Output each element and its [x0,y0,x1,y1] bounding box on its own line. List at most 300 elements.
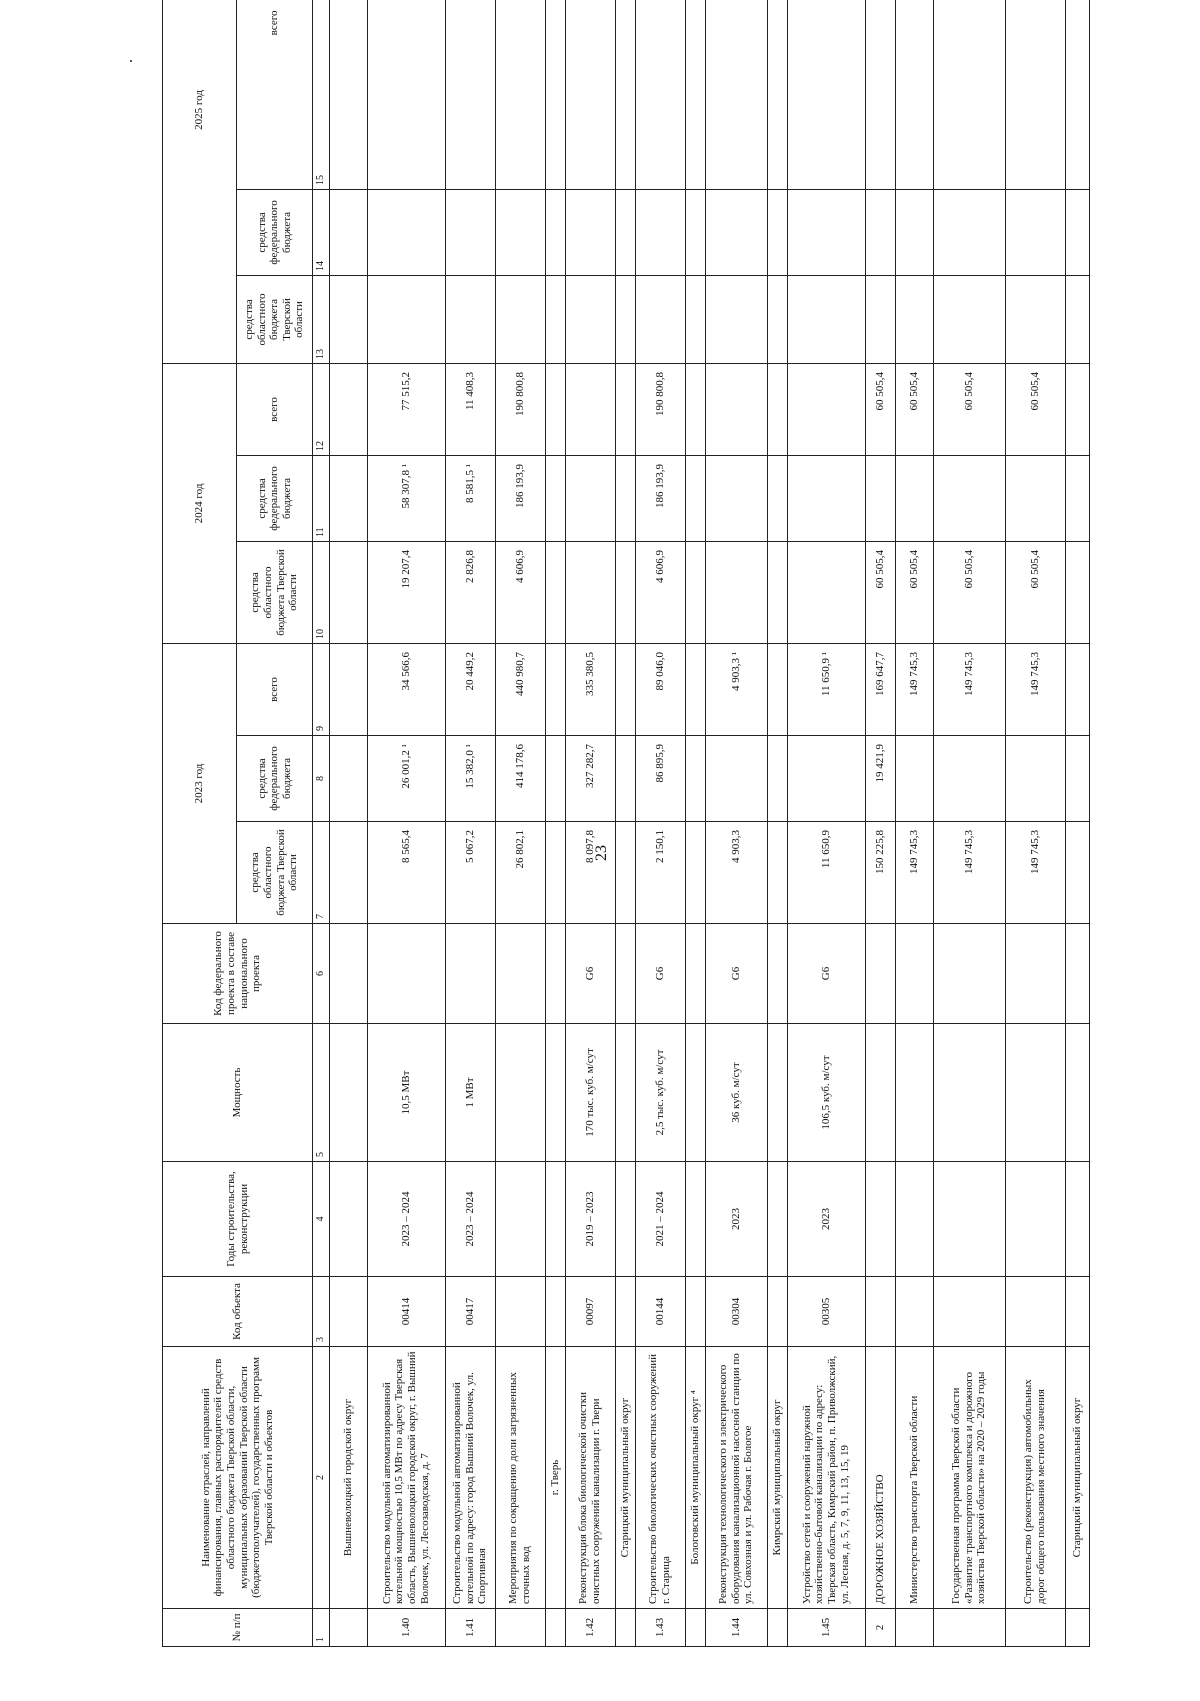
header-year-2025: 2025 год [163,0,237,363]
value-2025-regional [865,275,895,363]
row-fed-code [495,924,545,1024]
table-row [1005,0,1065,1647]
empty-cell [545,1024,565,1162]
empty-cell [767,736,787,822]
value-2024-total: 60 505,4 [933,363,1005,455]
row-name: Государственная программа Тверской области «Развитие транспортного комплекса и дорожного хозяйства Тверской области» на 2020 – 2029 годы [933,1347,1005,1609]
row-num: 1.41 [445,1609,495,1647]
table-row [445,0,495,1647]
value-2025-total [445,0,495,189]
empty-cell [329,189,367,275]
value-2025-regional [445,275,495,363]
empty-cell [1065,455,1089,541]
row-name: Реконструкция блока биологической очистки очистных сооружений канализации г. Твери [565,1347,615,1609]
header-capacity: Мощность [163,1024,313,1162]
empty-cell [685,189,705,275]
value-2025-total [1005,0,1065,189]
header-regional-2023: средства областного бюджета Тверской области [237,822,313,924]
row-fed-code: G6 [635,924,685,1024]
value-2023-total: 149 745,3 [895,643,933,735]
empty-cell [329,1162,367,1277]
col-number: 9 [313,643,330,735]
row-capacity: 36 куб. м/сут [705,1024,767,1162]
value-2023-regional: 26 802,1 [495,822,545,924]
empty-cell [615,0,635,189]
value-2024-total [705,363,767,455]
row-code: 00414 [367,1277,445,1347]
value-2023-regional: 150 225,8 [865,822,895,924]
value-2024-federal [1005,455,1065,541]
row-code: 00097 [565,1277,615,1347]
row-num [933,1609,1005,1647]
row-num-cell [1065,1609,1089,1647]
value-2025-federal [787,189,865,275]
value-2025-regional [1005,275,1065,363]
value-2024-total: 11 408,3 [445,363,495,455]
empty-cell [767,0,787,189]
value-2025-regional [895,275,933,363]
empty-cell [329,0,367,189]
section-title: г. Тверь [545,1347,565,1609]
financing-table [162,0,1090,1647]
empty-cell [615,1277,635,1347]
empty-cell [615,455,635,541]
value-2025-total [895,0,933,189]
row-name: Строительство модульной автоматизированной котельной по адресу: город Вышний Волочек, ул. Спортивная [445,1347,495,1609]
financing-table-rotated [162,10,1083,1647]
row-fed-code [895,924,933,1024]
empty-cell [545,455,565,541]
col-number: 3 [313,1277,330,1347]
value-2023-total: 34 566,6 [367,643,445,735]
value-2025-total [565,0,615,189]
empty-cell [615,275,635,363]
empty-cell [1065,924,1089,1024]
value-2024-total: 77 515,2 [367,363,445,455]
value-2024-total: 190 800,8 [635,363,685,455]
empty-cell [329,455,367,541]
row-num [1005,1609,1065,1647]
row-name: Устройство сетей и сооружений наружной хозяйственно-бытовой канализации по адресу: Тверская область, Кимрский район, п. Приволжский, ул. Лесная, д. 5, 7, 9, 11, 13, 15, 19 [787,1347,865,1609]
value-2024-regional: 4 606,9 [495,541,545,643]
row-years [1005,1162,1065,1277]
row-code [865,1277,895,1347]
row-capacity: 170 тыс. куб. м/сут [565,1024,615,1162]
col-number: 11 [313,455,330,541]
row-years: 2019 – 2023 [565,1162,615,1277]
empty-cell [685,1277,705,1347]
empty-cell [615,1024,635,1162]
row-capacity [865,1024,895,1162]
col-number: 7 [313,822,330,924]
value-2023-federal: 26 001,2 ¹ [367,736,445,822]
table-row [895,0,933,1647]
row-years [895,1162,933,1277]
value-2025-federal [705,189,767,275]
empty-cell [329,275,367,363]
empty-cell [767,822,787,924]
row-code [1005,1277,1065,1347]
value-2025-federal [895,189,933,275]
value-2023-federal: 414 178,6 [495,736,545,822]
row-name: Строительство биологических очистных сооружений г. Старица [635,1347,685,1609]
section-title: Бологовский муниципальный округ ⁴ [685,1347,705,1609]
header-total-2023: всего [237,643,313,735]
empty-cell [329,924,367,1024]
empty-cell [545,541,565,643]
header-years: Годы строительства, реконструкции [163,1162,313,1277]
empty-cell [545,736,565,822]
empty-cell [615,924,635,1024]
empty-cell [1065,1024,1089,1162]
row-fed-code [367,924,445,1024]
value-2024-total: 60 505,4 [1005,363,1065,455]
empty-cell [767,1162,787,1277]
value-2025-regional [565,275,615,363]
value-2023-total: 89 046,0 [635,643,685,735]
empty-cell [329,736,367,822]
row-num: 1.43 [635,1609,685,1647]
value-2025-federal [933,189,1005,275]
value-2025-total [787,0,865,189]
header-federal-2023: средства федерального бюджета [237,736,313,822]
row-code: 00304 [705,1277,767,1347]
row-fed-code: G6 [705,924,767,1024]
value-2025-total [865,0,895,189]
value-2024-federal: 58 307,8 ¹ [367,455,445,541]
table-body [329,0,1089,1647]
value-2024-federal: 186 193,9 [495,455,545,541]
table-row [635,0,685,1647]
value-2024-federal [565,455,615,541]
value-2024-total: 190 800,8 [495,363,545,455]
empty-cell [767,363,787,455]
empty-cell [545,0,565,189]
table-row [495,0,545,1647]
empty-cell [615,189,635,275]
header-total-2025: всего [237,0,313,189]
empty-cell [545,363,565,455]
value-2023-total: 149 745,3 [933,643,1005,735]
value-2023-regional: 2 150,1 [635,822,685,924]
empty-cell [1065,736,1089,822]
value-2025-total [635,0,685,189]
row-code: 00417 [445,1277,495,1347]
scan-dot [130,60,132,62]
empty-cell [545,1162,565,1277]
row-num-cell [545,1609,565,1647]
section-row [1065,0,1089,1647]
value-2024-federal [865,455,895,541]
header-name: Наименование отраслей, направлений финансирования, главных распорядителей средств областного бюджета Тверской области, муниципальных образований Тверской области (бюджетополучателей), государственных программ Тверской области и объектов [163,1347,313,1609]
row-num [895,1609,933,1647]
col-number: 15 [313,0,330,189]
table-row [565,0,615,1647]
empty-cell [615,822,635,924]
value-2024-regional: 60 505,4 [933,541,1005,643]
row-fed-code [865,924,895,1024]
col-number: 5 [313,1024,330,1162]
value-2025-regional [635,275,685,363]
value-2023-federal [787,736,865,822]
value-2024-regional: 4 606,9 [635,541,685,643]
empty-cell [685,643,705,735]
value-2023-regional: 149 745,3 [895,822,933,924]
header-total-2024: всего [237,363,313,455]
value-2023-federal: 327 282,7 [565,736,615,822]
value-2025-federal [635,189,685,275]
col-number: 10 [313,541,330,643]
value-2025-total [367,0,445,189]
value-2023-federal: 86 895,9 [635,736,685,822]
value-2023-federal [1005,736,1065,822]
row-num-cell [685,1609,705,1647]
empty-cell [1065,1162,1089,1277]
col-number: 6 [313,924,330,1024]
header-num: № п/п [163,1609,313,1647]
value-2023-federal [933,736,1005,822]
value-2023-total: 20 449,2 [445,643,495,735]
value-2024-federal [705,455,767,541]
row-name: ДОРОЖНОЕ ХОЗЯЙСТВО [865,1347,895,1609]
row-capacity [895,1024,933,1162]
row-capacity [933,1024,1005,1162]
section-row [545,0,565,1647]
column-numbers-row [313,0,330,1647]
value-2024-total [565,363,615,455]
empty-cell [615,643,635,735]
row-num-cell [767,1609,787,1647]
row-num: 1.42 [565,1609,615,1647]
row-capacity: 106,5 куб. м/сут [787,1024,865,1162]
table-row [705,0,767,1647]
header-year-2024: 2024 год [163,363,237,643]
row-name: Реконструкция технологического и электрического оборудования канализационной насосной станции по ул. Совхозная и ул. Рабочая г. Бологое [705,1347,767,1609]
col-number: 8 [313,736,330,822]
row-capacity: 2,5 тыс. куб. м/сут [635,1024,685,1162]
value-2023-regional: 8 097,8 [565,822,615,924]
value-2023-federal: 19 421,9 [865,736,895,822]
row-code: 00144 [635,1277,685,1347]
value-2024-federal: 186 193,9 [635,455,685,541]
value-2025-federal [865,189,895,275]
header-year-2023: 2023 год [163,643,237,923]
value-2023-federal: 15 382,0 ¹ [445,736,495,822]
empty-cell [615,541,635,643]
value-2023-total: 169 647,7 [865,643,895,735]
value-2024-regional [787,541,865,643]
empty-cell [1065,822,1089,924]
value-2024-regional: 60 505,4 [1005,541,1065,643]
value-2024-total: 60 505,4 [865,363,895,455]
value-2024-federal: 8 581,5 ¹ [445,455,495,541]
empty-cell [685,541,705,643]
value-2023-total: 149 745,3 [1005,643,1065,735]
row-num: 1.45 [787,1609,865,1647]
empty-cell [767,643,787,735]
value-2025-federal [1005,189,1065,275]
empty-cell [329,643,367,735]
value-2023-federal [705,736,767,822]
section-row [615,0,635,1647]
value-2024-federal [933,455,1005,541]
empty-cell [545,275,565,363]
page-number: 23 [593,845,610,861]
value-2024-regional: 19 207,4 [367,541,445,643]
value-2023-regional: 149 745,3 [933,822,1005,924]
empty-cell [615,363,635,455]
row-num-cell [329,1609,367,1647]
value-2024-regional: 60 505,4 [865,541,895,643]
empty-cell [1065,275,1089,363]
row-num-cell [615,1609,635,1647]
empty-cell [545,924,565,1024]
value-2024-regional: 60 505,4 [895,541,933,643]
empty-cell [685,822,705,924]
empty-cell [685,736,705,822]
empty-cell [1065,643,1089,735]
value-2023-regional: 8 565,4 [367,822,445,924]
value-2023-regional: 4 903,3 [705,822,767,924]
value-2023-regional: 11 650,9 [787,822,865,924]
value-2024-regional: 2 826,8 [445,541,495,643]
value-2025-total [495,0,545,189]
value-2024-total [787,363,865,455]
row-capacity [495,1024,545,1162]
row-fed-code [1005,924,1065,1024]
table-row [933,0,1005,1647]
value-2025-federal [565,189,615,275]
section-title: Кимрский муниципальный округ [767,1347,787,1609]
empty-cell [1065,363,1089,455]
row-name: Строительство (реконструкция) автомобильных дорог общего пользования местного значения [1005,1347,1065,1609]
table-row [865,0,895,1647]
col-number: 2 [313,1347,330,1609]
row-fed-code [933,924,1005,1024]
empty-cell [767,1277,787,1347]
value-2025-total [705,0,767,189]
header-federal-2024: средства федерального бюджета [237,455,313,541]
empty-cell [329,363,367,455]
value-2023-total: 335 380,5 [565,643,615,735]
value-2025-total [933,0,1005,189]
row-name: Мероприятия по сокращению доли загрязненных сточных вод [495,1347,545,1609]
empty-cell [685,363,705,455]
empty-cell [1065,189,1089,275]
empty-cell [685,1024,705,1162]
value-2025-federal [367,189,445,275]
value-2023-total: 4 903,3 ¹ [705,643,767,735]
empty-cell [685,455,705,541]
empty-cell [1065,1277,1089,1347]
value-2023-federal [895,736,933,822]
table-row [367,0,445,1647]
col-number: 4 [313,1162,330,1277]
empty-cell [545,189,565,275]
empty-cell [615,1162,635,1277]
value-2023-total: 11 650,9 ¹ [787,643,865,735]
empty-cell [767,924,787,1024]
row-num [495,1609,545,1647]
value-2025-regional [705,275,767,363]
section-title: Старицкий муниципальный округ [615,1347,635,1609]
empty-cell [545,1277,565,1347]
empty-cell [685,1162,705,1277]
value-2024-regional [565,541,615,643]
header-fedcode: Код федерального проекта в составе национального проекта [163,924,313,1024]
value-2025-regional [933,275,1005,363]
section-row [329,0,367,1647]
header-regional-2025: средства областного бюджета Тверской области [237,275,313,363]
row-fed-code [445,924,495,1024]
value-2025-federal [445,189,495,275]
row-years: 2023 [787,1162,865,1277]
empty-cell [329,822,367,924]
col-number: 13 [313,275,330,363]
empty-cell [767,1024,787,1162]
value-2023-total: 440 980,7 [495,643,545,735]
row-capacity: 10,5 МВт [367,1024,445,1162]
value-2025-regional [787,275,865,363]
row-years: 2023 [705,1162,767,1277]
col-number: 14 [313,189,330,275]
value-2024-regional [705,541,767,643]
row-capacity [1005,1024,1065,1162]
section-title: Старицкий муниципальный округ [1065,1347,1089,1609]
value-2024-federal [787,455,865,541]
row-years: 2023 – 2024 [445,1162,495,1277]
value-2024-total: 60 505,4 [895,363,933,455]
empty-cell [329,541,367,643]
empty-cell [767,189,787,275]
row-num: 1.40 [367,1609,445,1647]
value-2025-regional [495,275,545,363]
col-number: 12 [313,363,330,455]
row-years: 2023 – 2024 [367,1162,445,1277]
row-fed-code: G6 [565,924,615,1024]
section-row [685,0,705,1647]
empty-cell [1065,541,1089,643]
row-fed-code: G6 [787,924,865,1024]
header-row-years [163,0,237,1647]
empty-cell [685,924,705,1024]
table-row [787,0,865,1647]
empty-cell [545,822,565,924]
empty-cell [545,643,565,735]
row-code: 00305 [787,1277,865,1347]
row-num: 2 [865,1609,895,1647]
row-code [895,1277,933,1347]
empty-cell [767,455,787,541]
row-years: 2021 – 2024 [635,1162,685,1277]
header-regional-2024: средства областного бюджета Тверской области [237,541,313,643]
value-2024-federal [895,455,933,541]
value-2023-regional: 149 745,3 [1005,822,1065,924]
row-name: Министерство транспорта Тверской области [895,1347,933,1609]
row-code [933,1277,1005,1347]
empty-cell [685,275,705,363]
section-title: Вышневолоцкий городской округ [329,1347,367,1609]
section-row [767,0,787,1647]
row-capacity: 1 МВт [445,1024,495,1162]
empty-cell [615,736,635,822]
empty-cell [767,541,787,643]
empty-cell [329,1024,367,1162]
row-years [495,1162,545,1277]
value-2023-regional: 5 067,2 [445,822,495,924]
row-code [495,1277,545,1347]
value-2025-regional [367,275,445,363]
